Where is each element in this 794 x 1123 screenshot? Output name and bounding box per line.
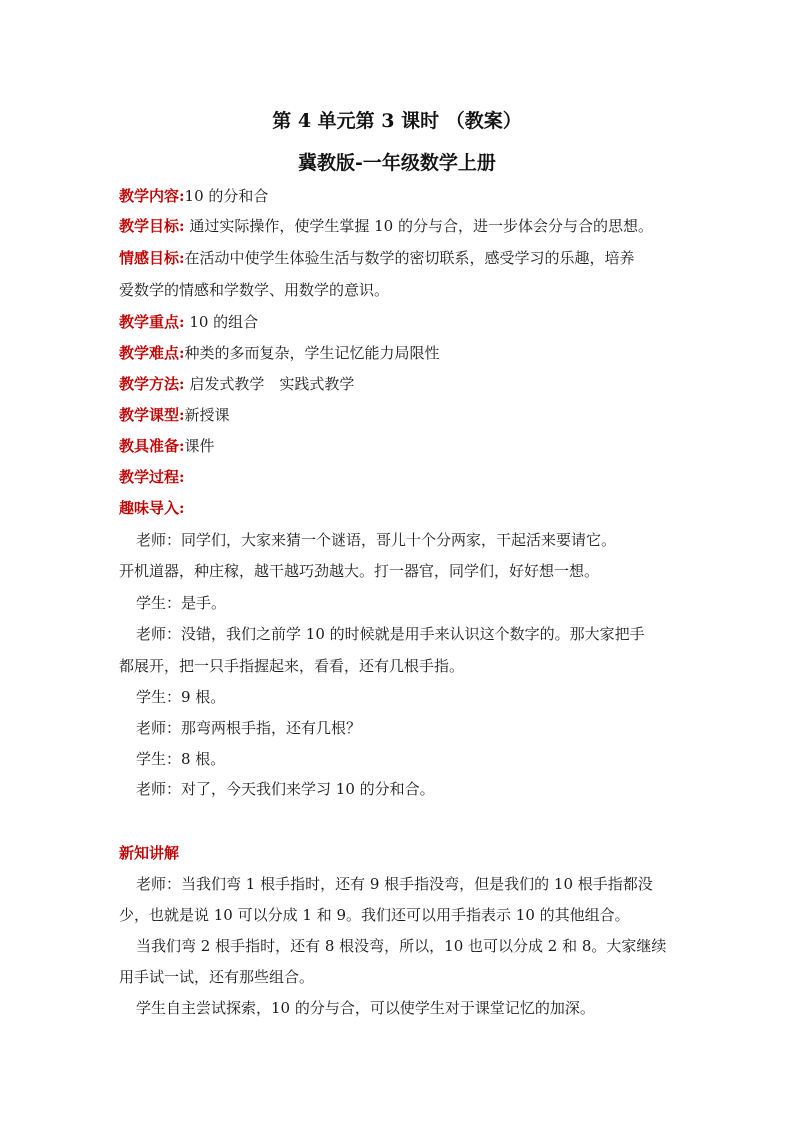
difficulty-row (119, 343, 679, 363)
paragraph-line: 都展开，把一只手指握起来，看看，还有几根手指。 (119, 657, 465, 675)
tools-row (119, 436, 679, 456)
paragraph-line: 老师：没错，我们之前学 10 的时候就是用手来认识这个数字的。那大家把手 (136, 625, 645, 643)
method-label: 教学方法: (119, 375, 185, 393)
paragraph-line: 学生：是手。 (136, 594, 227, 612)
lesson-type-row (119, 405, 679, 425)
document-subtitle: 冀教版-一年级数学上册 (298, 152, 496, 174)
content-value: 10 的分和合 (184, 187, 269, 205)
difficulty-label: 教学难点: (119, 344, 185, 362)
difficulty-value: 种类的多而复杂，学生记忆能力局限性 (184, 344, 440, 362)
intro-heading: 趣味导入: (119, 499, 185, 517)
paragraph-line: 当我们弯 2 根手指时，还有 8 根没弯，所以，10 也可以分成 2 和 8。大家继续 (136, 937, 667, 955)
emotion-row (119, 248, 679, 268)
emotion-row-continued: 爱数学的情感和学数学、用数学的意识。 (119, 281, 390, 299)
emotion-label: 情感目标: (119, 249, 185, 267)
key-point-value: 10 的组合 (184, 313, 259, 331)
lesson-type-label: 教学课型: (119, 406, 185, 424)
lesson-type-value: 新授课 (184, 406, 230, 424)
document-title: 第 4 单元第 3 课时 （教案） (272, 110, 522, 132)
paragraph-line: 学生自主尝试探索，10 的分与合，可以使学生对于课堂记忆的加深。 (136, 999, 595, 1017)
paragraph-line: 老师：对了，今天我们来学习 10 的分和合。 (136, 780, 435, 798)
paragraph-line: 开机道器，种庄稼，越干越巧劲越大。打一器官，同学们，好好想一想。 (119, 562, 600, 580)
content-row (119, 186, 679, 206)
key-point-label: 教学重点: (119, 313, 185, 331)
goal-label: 教学目标: (119, 217, 185, 235)
goal-row (119, 216, 679, 236)
process-label: 教学过程: (119, 468, 185, 486)
content-label: 教学内容: (119, 187, 185, 205)
key-point-row (119, 312, 679, 332)
paragraph-line: 用手试一试，还有那些组合。 (119, 968, 315, 986)
paragraph-line: 老师：同学们，大家来猜一个谜语，哥儿十个分两家，干起活来要请它。 (136, 531, 617, 549)
new-knowledge-heading: 新知讲解 (119, 844, 180, 862)
paragraph-line: 学生：8 根。 (136, 750, 226, 768)
paragraph-line: 老师：那弯两根手指，还有几根？ (136, 719, 362, 737)
paragraph-line: 老师：当我们弯 1 根手指时，还有 9 根手指没弯，但是我们的 10 根手指都没 (136, 875, 653, 893)
paragraph-line: 学生：9 根。 (136, 688, 226, 706)
method-row (119, 374, 679, 394)
goal-value: 通过实际操作，使学生掌握 10 的分与合，进一步体会分与合的思想。 (184, 217, 653, 235)
process-row (119, 467, 679, 487)
method-value: 启发式教学 实践式教学 (184, 375, 355, 393)
tools-label: 教具准备: (119, 437, 185, 455)
tools-value: 课件 (184, 437, 215, 455)
paragraph-line: 少，也就是说 10 可以分成 1 和 9。我们还可以用手指表示 10 的其他组合。 (119, 906, 630, 924)
emotion-value: 在活动中使学生体验生活与数学的密切联系，感受学习的乐趣，培养 (184, 249, 635, 267)
